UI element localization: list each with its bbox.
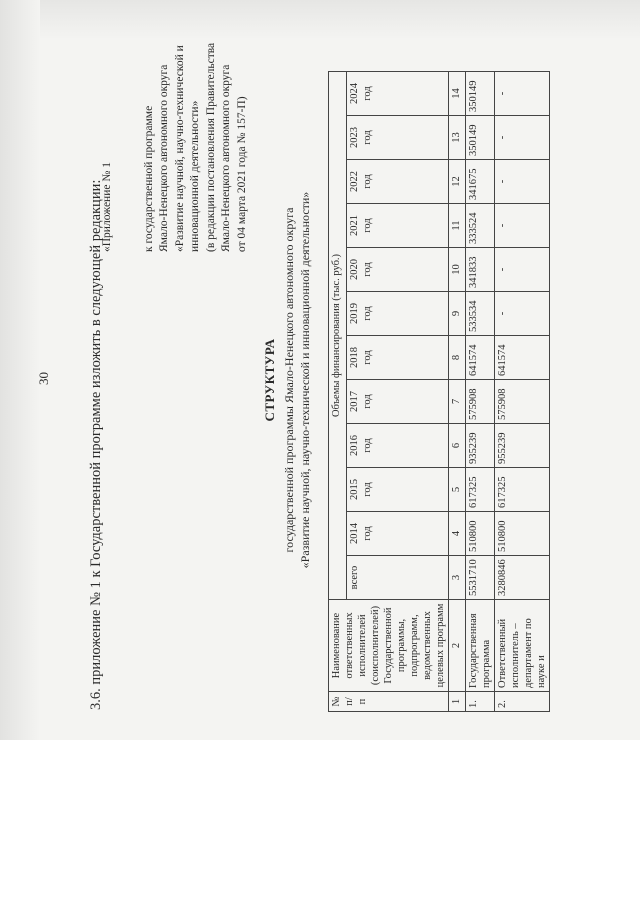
row-value: 641574 — [466, 336, 495, 380]
row-value: 955239 — [495, 424, 550, 468]
row-value: - — [495, 292, 550, 336]
table-row — [495, 72, 550, 712]
annex-line: к государственной программе — [142, 105, 155, 252]
column-number: 11 — [449, 204, 466, 248]
column-number: 2 — [449, 600, 466, 692]
financing-structure-table — [328, 71, 550, 712]
structure-subtitle: «Развитие научной, научно-технической и инновационной деятельности» — [298, 191, 312, 569]
row-value: 350149 — [466, 72, 495, 116]
column-number: 9 — [449, 292, 466, 336]
header-year: 2023 год — [346, 116, 448, 160]
row-value: 510800 — [466, 512, 495, 556]
annex-line: Ямало-Ненецкого автономного округа — [220, 64, 232, 252]
row-value: 617325 — [495, 468, 550, 512]
annex-line: от 04 марта 2021 года № 157-П) — [235, 96, 248, 252]
intro-paragraph: 3.6. приложение № 1 к Государственной программе изложить в следующей редакции: — [88, 179, 104, 710]
row-number: 2. — [495, 692, 550, 712]
column-number: 5 — [449, 468, 466, 512]
column-number: 6 — [449, 424, 466, 468]
header-year: 2014 год — [346, 512, 448, 556]
column-number: 14 — [449, 72, 466, 116]
annex-header — [100, 0, 250, 252]
column-number: 8 — [449, 336, 466, 380]
row-value: 341833 — [466, 248, 495, 292]
row-value: 341675 — [466, 160, 495, 204]
table-header-row — [329, 72, 347, 712]
column-number: 4 — [449, 512, 466, 556]
row-value: - — [495, 248, 550, 292]
header-year: 2016 год — [346, 424, 448, 468]
header-year: 2019 год — [346, 292, 448, 336]
header-total: всего — [346, 556, 448, 600]
row-name: Государственная программа — [466, 600, 495, 692]
row-value: 333524 — [466, 204, 495, 248]
column-number-row — [449, 72, 466, 712]
row-value: 350149 — [466, 116, 495, 160]
header-year: 2015 год — [346, 468, 448, 512]
column-number: 7 — [449, 380, 466, 424]
annex-line: (в редакции постановления Правительства — [204, 42, 217, 252]
column-number: 10 — [449, 248, 466, 292]
annex-line: Ямало-Ненецкого автономного округа — [158, 64, 170, 252]
row-value: - — [495, 72, 550, 116]
row-value: 617325 — [466, 468, 495, 512]
table-row — [466, 72, 495, 712]
structure-title: СТРУКТУРА — [262, 338, 277, 422]
header-year: 2020 год — [346, 248, 448, 292]
annex-line: «Развитие научной, научно-технической и — [173, 45, 186, 252]
row-value: 575908 — [495, 380, 550, 424]
header-volumes: Объемы финансирования (тыс. руб.) — [329, 72, 347, 600]
annex-line: инновационной деятельности» — [189, 100, 201, 252]
column-number: 13 — [449, 116, 466, 160]
blank-margin — [0, 740, 640, 905]
column-number: 1 — [449, 692, 466, 712]
row-name: Ответственный исполнитель – департамент по науке и — [495, 600, 550, 692]
header-year: 2021 год — [346, 204, 448, 248]
header-name: Наименование ответственных исполнителей (соисполнителей) Государственной программы, подпрограмм, ведомственных целевых программ — [329, 600, 449, 692]
header-number: № п/п — [329, 692, 449, 712]
row-number: 1. — [466, 692, 495, 712]
column-number: 12 — [449, 160, 466, 204]
header-year: 2017 год — [346, 380, 448, 424]
structure-subtitle: государственной программы Ямало-Ненецкого автономного округа — [282, 207, 296, 553]
row-total: 3280846 — [495, 556, 550, 600]
column-number: 3 — [449, 556, 466, 600]
row-total: 5531710 — [466, 556, 495, 600]
page-number: 30 — [36, 372, 51, 385]
row-value: 935239 — [466, 424, 495, 468]
row-value: 641574 — [495, 336, 550, 380]
row-value: - — [495, 116, 550, 160]
rotated-document-page — [30, 20, 610, 740]
row-value: - — [495, 204, 550, 248]
row-value: 533534 — [466, 292, 495, 336]
header-year: 2022 год — [346, 160, 448, 204]
header-year: 2024 год — [346, 72, 448, 116]
header-year: 2018 год — [346, 336, 448, 380]
row-value: 575908 — [466, 380, 495, 424]
row-value: - — [495, 160, 550, 204]
annex-title: «Приложение № 1 — [101, 162, 113, 252]
row-value: 510800 — [495, 512, 550, 556]
